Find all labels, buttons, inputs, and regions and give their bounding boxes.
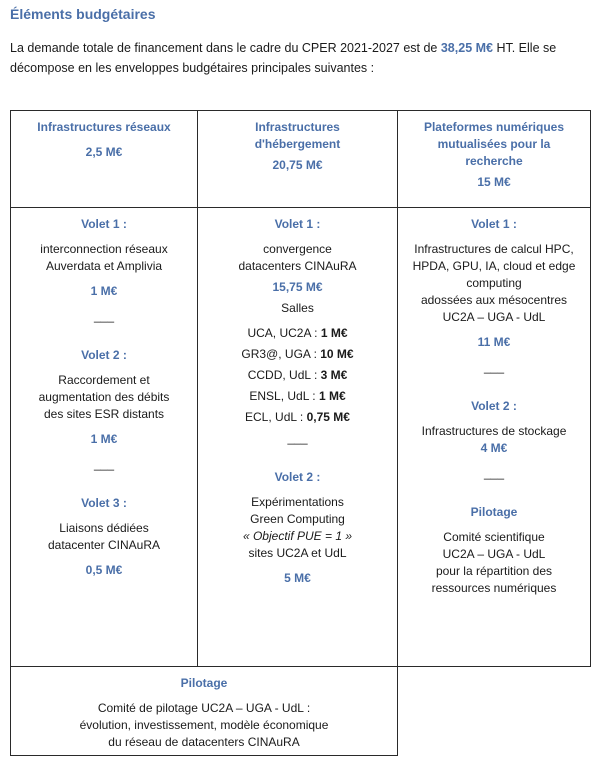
hall-3-name: CCDD, UdL : (247, 368, 321, 382)
hosting-hall-1 (202, 325, 393, 342)
networks-volet-3-desc-1: Liaisons dédiées (59, 521, 149, 535)
hall-2-amount: 10 M€ (320, 347, 354, 361)
hosting-separator-1: ___ (287, 431, 308, 445)
hall-5-amount: 0,75 M€ (306, 410, 350, 424)
hall-1-name: UCA, UC2A : (247, 326, 321, 340)
networks-volet-2-desc-3: des sites ESR distants (43, 407, 165, 421)
header-hosting-amount: 20,75 M€ (272, 158, 323, 172)
platforms-pilotage-desc-2: UC2A – UGA - UdL (442, 547, 546, 561)
hall-4-amount: 1 M€ (318, 389, 346, 403)
header-cell-platforms (398, 111, 591, 208)
intro-text-before: La demande totale de financement dans le cadre du CPER 2021-2027 est de (10, 41, 441, 55)
platforms-separator-2: ___ (483, 466, 505, 480)
hall-3-amount: 3 M€ (320, 368, 348, 382)
hosting-volet-2-amount: 5 M€ (284, 571, 311, 585)
platforms-volet-1-desc-4: adossées aux mésocentres (420, 293, 568, 307)
networks-volet-2-desc-2: augmentation des débits (38, 390, 170, 404)
footer-empty-cell (398, 667, 591, 756)
intro-total-amount: 38,25 M€ (440, 41, 493, 55)
hosting-volet-1-amount: 15,75 M€ (272, 280, 323, 294)
hosting-hall-2 (202, 346, 393, 363)
networks-volet-3-desc-2: datacenter CINAuRA (47, 538, 161, 552)
hosting-volet-2-objective: « Objectif PUE = 1 » (242, 529, 353, 543)
body-cell-platforms (398, 208, 591, 667)
footer-pilotage-desc-2: évolution, investissement, modèle économique (79, 718, 329, 732)
hosting-volet-1-desc-1: convergence (263, 242, 332, 256)
networks-separator-2: ___ (93, 457, 115, 471)
hosting-hall-4 (202, 388, 393, 405)
networks-volet-3-label: Volet 3 : (81, 496, 127, 510)
body-row (11, 208, 591, 667)
networks-volet-2-label: Volet 2 : (81, 348, 127, 362)
platforms-volet-1-amount: 11 M€ (477, 335, 511, 349)
footer-pilotage-label: Pilotage (180, 676, 228, 690)
header-cell-hosting (198, 111, 398, 208)
hall-1-amount: 1 M€ (320, 326, 348, 340)
platforms-volet-2-amount: 4 M€ (480, 441, 508, 455)
hosting-hall-5 (202, 409, 393, 426)
intro-paragraph (10, 38, 585, 78)
hosting-volet-1-desc-2: datacenters CINAuRA (238, 259, 357, 273)
section-title: Éléments budgétaires (10, 6, 156, 22)
networks-volet-2-desc-1: Raccordement et (58, 373, 150, 387)
footer-row (11, 667, 591, 756)
platforms-separator-1: ___ (483, 360, 505, 374)
hosting-volet-2-desc-after: sites UC2A et UdL (248, 546, 347, 560)
platforms-volet-1-desc-5: UC2A – UGA - UdL (442, 310, 546, 324)
hosting-volet-1-label: Volet 1 : (274, 217, 321, 231)
platforms-volet-1-desc-1: Infrastructures de calcul HPC, (414, 242, 574, 256)
hall-2-name: GR3@, UGA : (241, 347, 321, 361)
header-row (11, 111, 591, 208)
hall-5-name: ECL, UdL : (245, 410, 307, 424)
header-hosting-line-2: d'hébergement (254, 137, 341, 151)
header-platforms-line-2: mutualisées pour la (437, 137, 551, 151)
hosting-hall-3 (202, 367, 393, 384)
hosting-volet-2-label: Volet 2 : (274, 470, 321, 484)
header-networks-line-1: Infrastructures réseaux (37, 120, 171, 134)
platforms-pilotage-desc-4: ressources numériques (431, 581, 557, 595)
networks-volet-1-desc-1: interconnection réseaux (40, 242, 168, 256)
platforms-volet-1-desc-3: computing (466, 276, 522, 290)
header-hosting-line-1: Infrastructures (255, 120, 340, 134)
header-platforms-amount: 15 M€ (477, 175, 511, 189)
footer-pilotage-desc-3: du réseau de datacenters CINAuRA (108, 735, 300, 749)
body-cell-networks (11, 208, 198, 667)
footer-pilotage-desc-1: Comité de pilotage UC2A – UGA - UdL : (97, 701, 311, 715)
body-cell-hosting (198, 208, 398, 667)
header-platforms-line-3: recherche (465, 154, 523, 168)
budget-table (10, 110, 591, 756)
footer-cell-pilotage (11, 667, 398, 756)
hosting-volet-2-desc-1: Expérimentations (251, 495, 344, 509)
hall-4-name: ENSL, UdL : (249, 389, 319, 403)
header-networks-amount: 2,5 M€ (85, 145, 123, 159)
header-cell-networks (11, 111, 198, 208)
hosting-volet-2-desc-2: Green Computing (250, 512, 345, 526)
networks-volet-2-amount: 1 M€ (90, 432, 118, 446)
platforms-volet-1-desc-2: HPDA, GPU, IA, cloud et edge (412, 259, 576, 273)
networks-volet-3-amount: 0,5 M€ (85, 563, 123, 577)
platforms-volet-2-label: Volet 2 : (471, 399, 517, 413)
platforms-volet-2-desc-1: Infrastructures de stockage (421, 424, 567, 438)
networks-separator-1: ___ (93, 309, 115, 323)
networks-volet-1-amount: 1 M€ (90, 284, 118, 298)
intro-text-after: HT. Elle se décompose en les enveloppes budgétaires principales suivantes : (10, 41, 557, 75)
header-platforms-line-1: Plateformes numériques (423, 120, 565, 134)
networks-volet-1-label: Volet 1 : (81, 217, 127, 231)
platforms-pilotage-desc-1: Comité scientifique (443, 530, 545, 544)
hosting-halls-title: Salles (281, 301, 314, 315)
platforms-volet-1-label: Volet 1 : (471, 217, 517, 231)
networks-volet-1-desc-2: Auverdata et Amplivia (45, 259, 163, 273)
platforms-pilotage-desc-3: pour la répartition des (435, 564, 553, 578)
platforms-pilotage-label: Pilotage (470, 505, 518, 519)
